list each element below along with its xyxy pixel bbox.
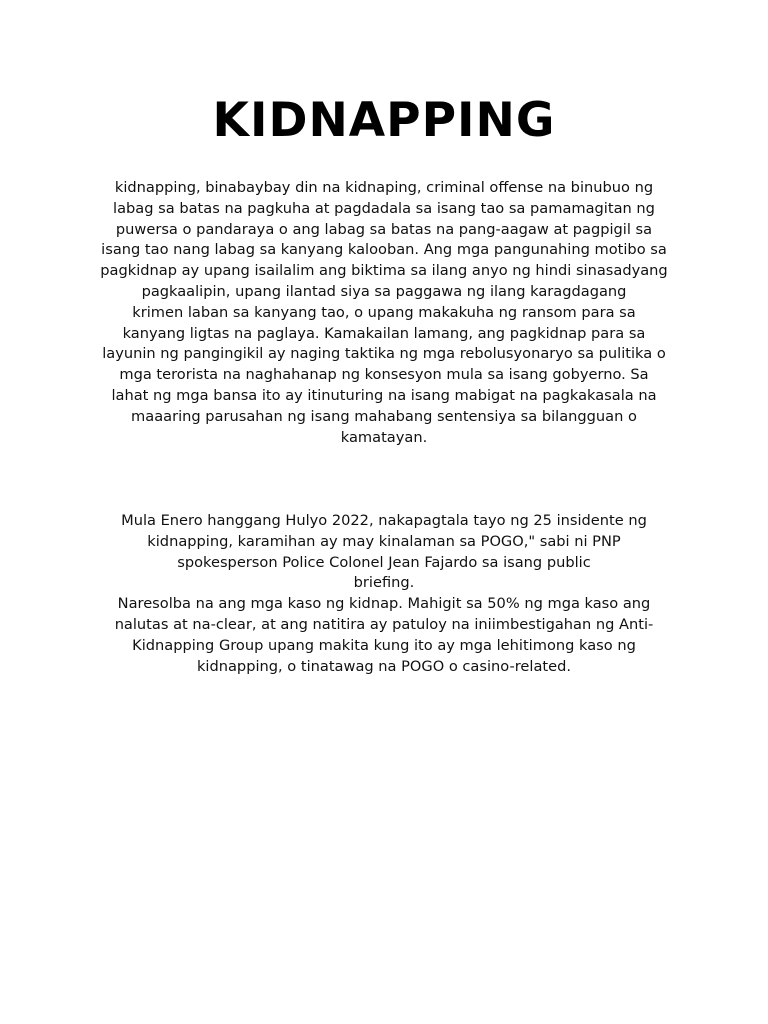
paragraph-line: kidnapping, o tinatawag na POGO o casino-related. [196, 657, 572, 675]
paragraph-line: kidnapping, karamihan ay may kinalaman sa POGO," sabi ni PNP [147, 532, 621, 550]
paragraph-line: kanyang ligtas na paglaya. Kamakailan lamang, ang pagkidnap para sa [122, 324, 646, 342]
paragraph-line: pagkidnap ay upang isailalim ang biktima sa ilang anyo ng hindi sinasadyang [100, 262, 668, 280]
paragraph-line: nalutas at na-clear, at ang natitira ay patuloy na iniimbestigahan ng Anti- [114, 615, 654, 633]
paragraph-pnp-statement [84, 511, 684, 677]
paragraph-line: mga terorista na naghahanap ng konsesyon mula sa isang gobyerno. Sa [119, 366, 649, 384]
paragraph-line: briefing. [353, 574, 415, 592]
paragraph-line: maaaring parusahan ng isang mahabang sentensiya sa bilangguan o [131, 407, 637, 425]
paragraph-line: puwersa o pandaraya o ang labag sa batas na pang-aagaw at pagpigil sa [115, 220, 653, 238]
paragraph-line: Kidnapping Group upang makita kung ito ay mga lehitimong kaso ng [132, 636, 636, 654]
paragraph-line: kidnapping, binabaybay din na kidnaping, criminal offense na binubuo ng [114, 179, 654, 196]
paragraph-line: kamatayan. [340, 428, 428, 446]
paragraph-kidnapping-definition [84, 178, 684, 448]
document-title: KIDNAPPING [212, 93, 556, 148]
paragraph-line: Mula Enero hanggang Hulyo 2022, nakapagtala tayo ng 25 insidente ng [121, 512, 647, 529]
paragraph-line: Naresolba na ang mga kaso ng kidnap. Mahigit sa 50% ng mga kaso ang [117, 595, 651, 613]
paragraph-line: spokesperson Police Colonel Jean Fajardo sa isang public [177, 553, 591, 571]
paragraph-line: layunin ng pangingikil ay naging taktika ng mga rebolusyonaryo sa pulitika o [102, 345, 666, 363]
paragraph-line: labag sa batas na pagkuha at pagdadala sa isang tao sa pamamagitan ng [113, 199, 655, 217]
paragraph-line: isang tao nang labag sa kanyang kalooban. Ang mga pangunahing motibo sa [101, 241, 667, 259]
paragraph-line: lahat ng mga bansa ito ay itinuturing na isang mabigat na pagkakasala na [111, 386, 657, 404]
paragraph-line: krimen laban sa kanyang tao, o upang makakuha ng ransom para sa [132, 303, 636, 321]
paragraph-line: pagkaalipin, upang ilantad siya sa paggawa ng ilang karagdagang [141, 282, 627, 300]
